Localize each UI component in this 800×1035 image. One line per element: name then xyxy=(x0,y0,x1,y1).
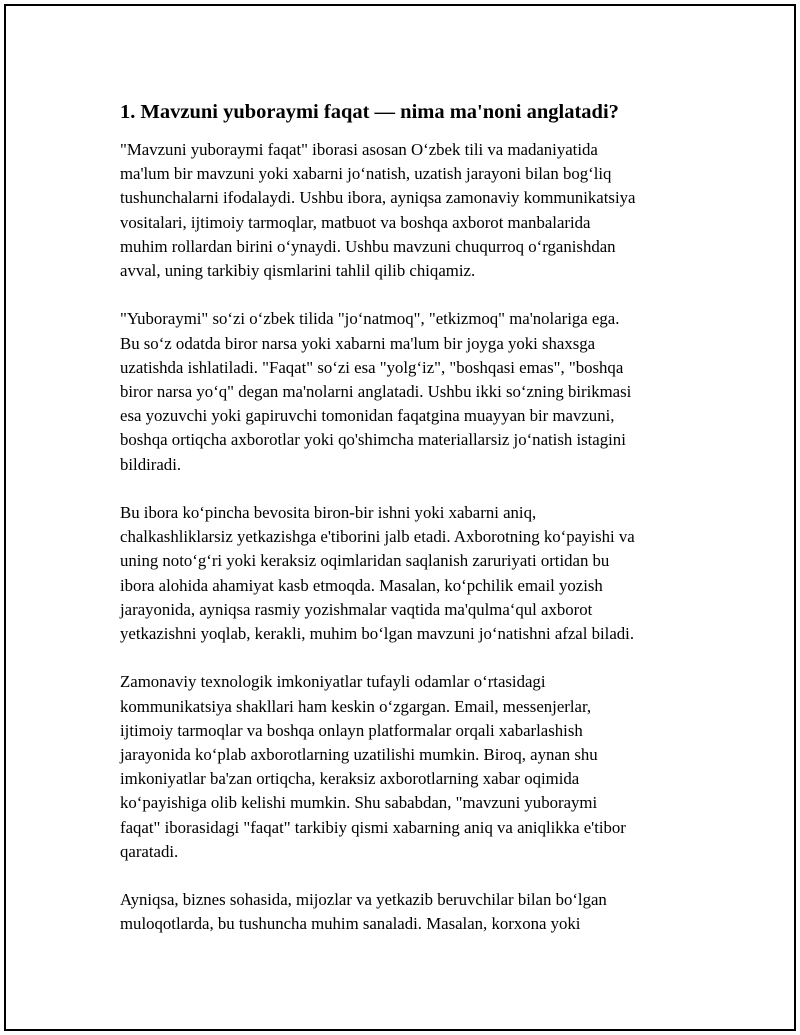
text-line: avval, uning tarkibiy qismlarini tahlil qilib chiqamiz. xyxy=(120,261,476,281)
text-line: muloqotlarda, bu tushuncha muhim sanaladi. Masalan, korxona yoki xyxy=(120,914,581,934)
text-line: "Yuboraymi" so‘zi o‘zbek tilida "jo‘natmoq", "etkizmoq" ma'nolariga ega. xyxy=(120,309,620,329)
text-line: muhim rollardan birini o‘ynaydi. Ushbu mavzuni chuqurroq o‘rganishdan xyxy=(120,236,616,256)
text-line: "Mavzuni yuboraymi faqat" iborasi asosan O‘zbek tili va madaniyatida xyxy=(120,140,598,159)
text-line: boshqa ortiqcha axborotlar yoki qo'shimcha materiallarsiz jo‘natish istagini xyxy=(120,430,626,450)
text-line: qaratadi. xyxy=(120,841,179,861)
text-line: esa yozuvchi yoki gapiruvchi tomonidan faqatgina muayyan bir mavzuni, xyxy=(120,406,615,426)
text-line: yetkazishni yoqlab, kerakli, muhim bo‘lgan mavzuni jo‘natishni afzal biladi. xyxy=(120,624,635,644)
text-line: biror narsa yo‘q" degan ma'nolarni anglatadi. Ushbu ikki so‘zning birikmasi xyxy=(120,382,632,402)
paragraph-list xyxy=(120,138,694,937)
paragraph xyxy=(120,138,694,283)
text-line: Ayniqsa, biznes sohasida, mijozlar va yetkazib beruvchilar bilan bo‘lgan xyxy=(120,890,607,910)
text-line: Zamonaviy texnologik imkoniyatlar tufayli odamlar o‘rtasidagi xyxy=(120,672,546,692)
paragraph xyxy=(120,501,694,646)
text-line: chalkashliklarsiz yetkazishga e'tiborini jalb etadi. Axborotning ko‘payishi va xyxy=(120,527,635,547)
text-line: Bu ibora ko‘pincha bevosita biron-bir ishni yoki xabarni aniq, xyxy=(120,503,537,523)
text-line: uning noto‘g‘ri yoki keraksiz oqimlaridan saqlanish zaruriyati ortidan bu xyxy=(120,551,610,571)
text-line: faqat" iborasidagi "faqat" tarkibiy qismi xabarning aniq va aniqlikka e'tibor xyxy=(120,817,626,837)
text-line: vositalari, ijtimoiy tarmoqlar, matbuot va boshqa axborot manbalarida xyxy=(120,212,591,232)
text-line: ko‘payishiga olib kelishi mumkin. Shu sababdan, "mavzuni yuboraymi xyxy=(120,793,598,813)
text-line: kommunikatsiya shakllari ham keskin o‘zgargan. Email, messenjerlar, xyxy=(120,696,592,716)
paragraph xyxy=(120,888,694,936)
text-line: jarayonida, ayniqsa rasmiy yozishmalar vaqtida ma'qulma‘qul axborot xyxy=(120,599,593,619)
page-frame xyxy=(4,4,796,1031)
paragraph xyxy=(120,307,694,476)
text-line: jarayonida ko‘plab axborotlarning uzatilishi mumkin. Biroq, aynan shu xyxy=(120,745,598,765)
document-body xyxy=(120,98,694,961)
paragraph xyxy=(120,670,694,864)
text-line: ibora alohida ahamiyat kasb etmoqda. Masalan, ko‘pchilik email yozish xyxy=(120,575,603,595)
text-line: Bu so‘z odatda biror narsa yoki xabarni ma'lum bir joyga yoki shaxsga xyxy=(120,333,596,353)
text-line: ijtimoiy tarmoqlar va boshqa onlayn platformalar orqali xabarlashish xyxy=(120,720,583,740)
text-line: ma'lum bir mavzuni yoki xabarni jo‘natish, uzatish jarayoni bilan bog‘liq xyxy=(120,164,612,184)
text-line: imkoniyatlar ba'zan ortiqcha, keraksiz axborotlarning xabar oqimida xyxy=(120,769,580,789)
text-line: tushunchalarni ifodalaydi. Ushbu ibora, ayniqsa zamonaviy kommunikatsiya xyxy=(120,188,636,208)
text-line: bildiradi. xyxy=(120,454,182,474)
page-title: 1. Mavzuni yuboraymi faqat — nima ma'noni anglatadi? xyxy=(120,101,619,123)
text-line: uzatishda ishlatiladi. "Faqat" so‘zi esa "yolg‘iz", "boshqasi emas", "boshqa xyxy=(120,357,624,377)
